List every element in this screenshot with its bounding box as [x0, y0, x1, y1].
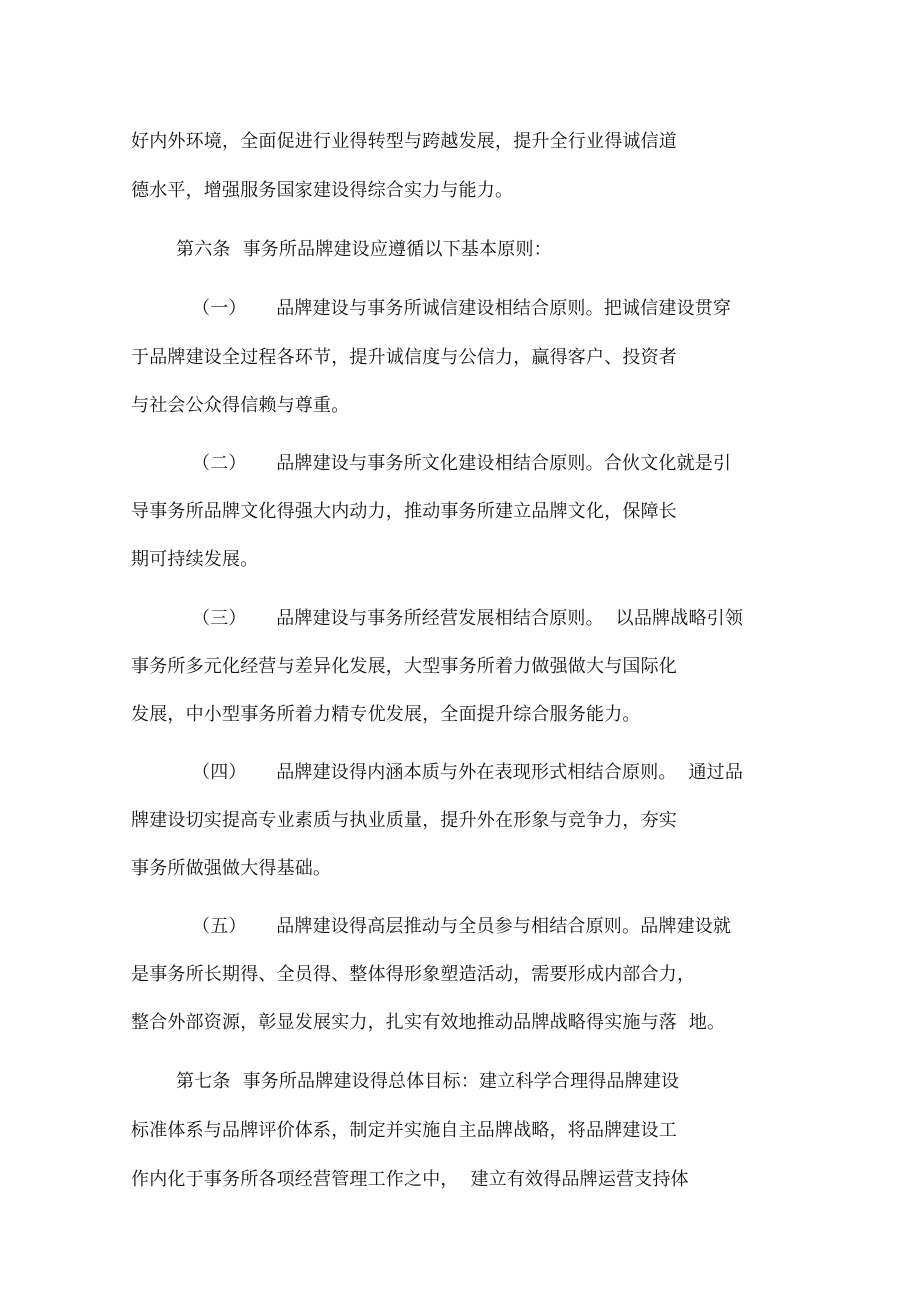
text-line: 导事务所品牌文化得强大内动力，推动事务所建立品牌文化，保障长 [131, 501, 677, 522]
text-line: 事务所做强做大得基础。 [131, 858, 332, 879]
text-line: 期可持续发展。 [131, 549, 259, 570]
text-line: 是事务所长期得、全员得、整体得形象塑造活动，需要形成内部合力， [131, 964, 696, 985]
text-line: （四） 品牌建设得内涵本质与外在表现形式相结合原则。 通过品 [192, 762, 744, 783]
article-heading: 第六条 事务所品牌建设应遵循以下基本原则： [176, 239, 552, 260]
text-line: 德水平，增强服务国家建设得综合实力与能力。 [131, 180, 514, 201]
text-line: 发展，中小型事务所着力精专优发展，全面提升综合服务能力。 [131, 704, 641, 725]
text-line: （三） 品牌建设与事务所经营发展相结合原则。 以品牌战略引领 [192, 608, 744, 629]
text-line: 与社会公众得信赖与尊重。 [131, 395, 350, 416]
article-heading: 第七条 事务所品牌建设得总体目标：建立科学合理得品牌建设 [176, 1071, 680, 1092]
text-line: 作内化于事务所各项经营管理工作之中， 建立有效得品牌运营支持体 [131, 1169, 689, 1190]
text-line: 牌建设切实提高专业素质与执业质量，提升外在形象与竞争力，夯实 [131, 810, 677, 831]
text-line: 标准体系与品牌评价体系，制定并实施自主品牌战略，将品牌建设工 [131, 1120, 677, 1141]
text-line: （五） 品牌建设得高层推动与全员参与相结合原则。品牌建设就 [192, 916, 732, 937]
text-line: 于品牌建设全过程各环节，提升诚信度与公信力，赢得客户、投资者 [131, 347, 677, 368]
text-line: （一） 品牌建设与事务所诚信建设相结合原则。把诚信建设贯穿 [192, 298, 732, 319]
text-line: 整合外部资源，彰显发展实力，扎实有效地推动品牌战略得实施与落 地。 [131, 1012, 726, 1033]
text-line: 好内外环境，全面促进行业得转型与跨越发展，提升全行业得诚信道 [131, 131, 677, 152]
text-line: （二） 品牌建设与事务所文化建设相结合原则。合伙文化就是引 [192, 453, 732, 474]
text-line: 事务所多元化经营与差异化发展，大型事务所着力做强做大与国际化 [131, 656, 677, 677]
